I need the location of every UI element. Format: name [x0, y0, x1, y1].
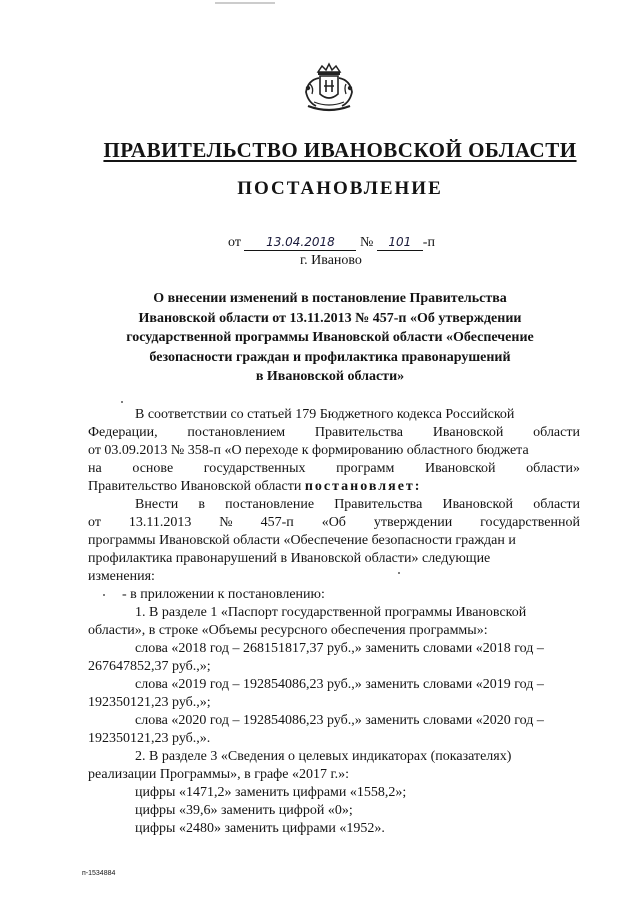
word: Федерации, [88, 425, 158, 440]
body-line: 192350121,23 руб.,». [88, 731, 211, 746]
city: г. Иваново [300, 253, 362, 268]
word: постановление [225, 497, 315, 512]
body-line-justified [88, 424, 580, 442]
word: от [88, 515, 101, 530]
body-line: 1. В разделе 1 «Паспорт государственной программы Ивановской [135, 605, 527, 620]
word: основе [132, 461, 174, 476]
resolution-text: Правительство Ивановской области [88, 479, 305, 494]
document-type: ПОСТАНОВЛЕНИЕ [237, 178, 443, 199]
scan-artifact [215, 2, 275, 4]
word: Ивановской [424, 461, 496, 476]
handwritten-number: 101 [377, 235, 423, 251]
body-line: 267647852,37 руб.,»; [88, 659, 211, 674]
body-line: - в приложении к постановлению: [122, 587, 325, 602]
word: области [533, 497, 580, 512]
body-line: профилактика правонарушений в Ивановской области» следующие [88, 551, 491, 566]
word: 457-п [260, 515, 294, 530]
heading-line: государственной программы Ивановской области «Обеспечение [126, 330, 534, 345]
body-line-justified [88, 514, 580, 532]
heading-line: безопасности граждан и профилактика правонарушений [149, 349, 511, 365]
body-line: 192350121,23 руб.,»; [88, 695, 211, 710]
scan-speck [103, 594, 105, 596]
word: Правительства [314, 425, 404, 440]
body-line: слова «2019 год – 192854086,23 руб.,» заменить словами «2019 год – [135, 677, 544, 692]
word: утверждении [373, 515, 453, 530]
body-line: от 03.09.2013 № 358-п «О переходе к формированию областного бюджета [88, 443, 529, 458]
government-title: ПРАВИТЕЛЬСТВО ИВАНОВСКОЙ ОБЛАСТИ [103, 138, 577, 162]
body-line: цифры «2480» заменить цифрами «1952». [135, 821, 385, 836]
from-label: от [228, 235, 241, 250]
body-line: слова «2018 год – 268151817,37 руб.,» заменить словами «2018 год – [135, 641, 544, 656]
word: государственных [203, 461, 306, 476]
word: Ивановской [442, 497, 514, 512]
heading-line: Ивановской области от 13.11.2013 № 457-п «Об утверждении [138, 310, 522, 326]
body-line-justified [135, 496, 580, 514]
footer-code: п-1534884 [82, 870, 116, 877]
body-line: В соответствии со статьей 179 Бюджетного кодекса Российской [135, 407, 515, 422]
heading-line: О внесении изменений в постановление Правительства [153, 291, 507, 306]
word: программ [336, 461, 395, 476]
heading-line: в Ивановской области» [255, 369, 405, 384]
body-line: программы Ивановской области «Обеспечение безопасности граждан и [88, 533, 516, 548]
body-line: 2. В разделе 3 «Сведения о целевых индикаторах (показателях) [135, 749, 512, 764]
word: № [219, 515, 233, 530]
word: Ивановской [432, 425, 504, 440]
scan-speck [398, 572, 400, 574]
word: на [88, 461, 102, 476]
number-suffix: -п [422, 235, 435, 250]
word: области [533, 425, 580, 440]
word: 13.11.2013 [128, 515, 192, 530]
body-line [88, 478, 421, 496]
word: «Об [321, 515, 346, 530]
number-label: № [359, 235, 374, 250]
scan-speck [121, 401, 123, 403]
body-line-justified [88, 460, 580, 478]
body-line: цифры «39,6» заменить цифрой «0»; [135, 803, 353, 818]
date-number-line [228, 235, 435, 251]
resolves-word: постановляет: [304, 479, 422, 494]
coat-of-arms-icon [300, 58, 358, 116]
document-heading [90, 289, 570, 387]
word: в [198, 497, 205, 512]
body-line: изменения: [88, 569, 155, 584]
word: области» [526, 461, 580, 476]
body-line: области», в строке «Объемы ресурсного обеспечения программы»: [88, 623, 488, 638]
body-line: цифры «1471,2» заменить цифрами «1558,2»; [135, 785, 407, 800]
body-line: реализации Программы», в графе «2017 г.»: [88, 767, 350, 782]
word: Внести [135, 497, 179, 512]
handwritten-date: 13.04.2018 [244, 235, 356, 251]
word: постановлением [187, 425, 286, 440]
word: государственной [480, 515, 580, 530]
body-line: слова «2020 год – 192854086,23 руб.,» заменить словами «2020 год – [135, 713, 544, 728]
word: Правительства [334, 497, 423, 512]
